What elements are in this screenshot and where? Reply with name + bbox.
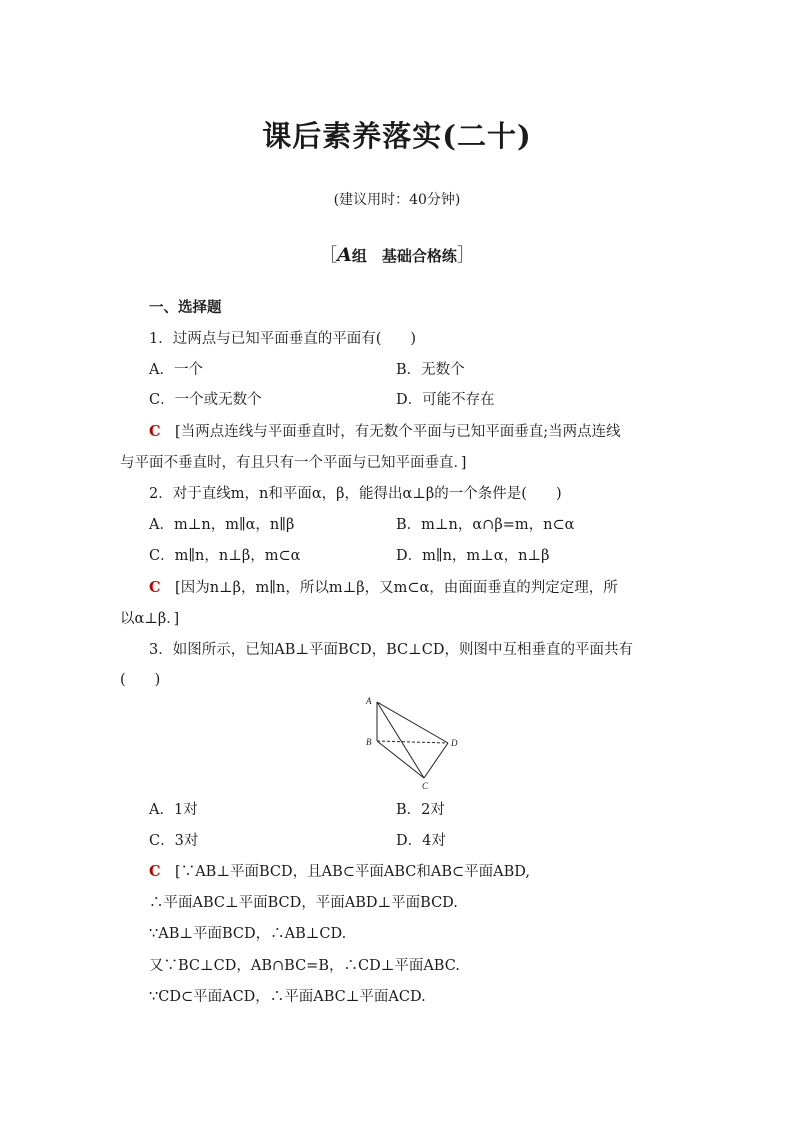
q2-answer: C bbox=[149, 579, 161, 596]
q1-stem: 1．过两点与已知平面垂直的平面有( ) bbox=[149, 331, 417, 347]
tetrahedron-figure bbox=[360, 692, 470, 792]
edge-bc bbox=[377, 741, 424, 778]
q3-explanation-line4: 又∵BC⊥CD，AB∩BC=B，∴CD⊥平面ABC. bbox=[149, 958, 460, 974]
q1-explanation-line2: 与平面不垂直时，有且只有一个平面与已知平面垂直．] bbox=[120, 455, 467, 471]
q3-stem-line2: ( ) bbox=[120, 672, 161, 688]
q3-explanation-line5: ∵CD⊂平面ACD，∴平面ABC⊥平面ACD. bbox=[149, 989, 426, 1005]
edge-cd bbox=[424, 743, 448, 778]
q3-option-b: B．2对 bbox=[396, 802, 445, 818]
group-letter: A bbox=[337, 244, 352, 266]
q2-option-a: A．m⊥n，m∥α，n∥β bbox=[149, 517, 295, 533]
group-header bbox=[0, 241, 794, 267]
q1-explanation-line1: C [当两点连线与平面垂直时，有无数个平面与已知平面垂直;当两点连线 bbox=[149, 423, 621, 440]
vertex-label-c: C bbox=[422, 781, 429, 791]
q2-explanation-line1: C [因为n⊥β，m∥n，所以m⊥β，又m⊂α，由面面垂直的判定定理，所 bbox=[149, 579, 618, 596]
vertex-label-a: A bbox=[366, 696, 372, 706]
edge-ad bbox=[377, 702, 448, 743]
q2-option-b: B．m⊥n，α∩β=m，n⊂α bbox=[396, 517, 575, 533]
q1-option-d: D．可能不存在 bbox=[396, 392, 495, 408]
q1-option-a: A．一个 bbox=[149, 362, 203, 378]
q2-option-d: D．m∥n，m⊥α，n⊥β bbox=[396, 548, 550, 564]
time-suggestion: (建议用时：40分钟) bbox=[333, 192, 461, 208]
q2-stem: 2．对于直线m，n和平面α，β，能得出α⊥β的一个条件是( ) bbox=[149, 486, 562, 502]
q2-option-c: C．m∥n，n⊥β，m⊂α bbox=[149, 548, 301, 564]
q3-explanation-line3: ∵AB⊥平面BCD，∴AB⊥CD. bbox=[149, 926, 347, 942]
page-title: 课后素养落实(二十) bbox=[262, 119, 532, 153]
q3-explanation-line2: ∴平面ABC⊥平面BCD，平面ABD⊥平面BCD. bbox=[149, 895, 458, 911]
q3-option-a: A．1对 bbox=[149, 802, 198, 818]
q3-option-c: C．3对 bbox=[149, 833, 199, 849]
q1-answer: C bbox=[149, 423, 161, 440]
q1-option-b: B．无数个 bbox=[396, 362, 465, 378]
q3-explanation-line1: C [∵AB⊥平面BCD，且AB⊂平面ABC和AB⊂平面ABD, bbox=[149, 863, 530, 880]
q3-option-d: D．4对 bbox=[396, 833, 446, 849]
q1-option-c: C．一个或无数个 bbox=[149, 392, 262, 408]
edge-ac bbox=[377, 702, 424, 778]
q2-explanation-line2: 以α⊥β．] bbox=[120, 611, 180, 627]
vertex-label-d: D bbox=[451, 738, 458, 748]
group-close-bracket: ］ bbox=[456, 245, 475, 266]
edge-bd-hidden bbox=[377, 741, 448, 743]
group-label: 组 基础合格练 bbox=[351, 247, 457, 265]
section-heading: 一、选择题 bbox=[149, 299, 222, 316]
q3-stem-line1: 3．如图所示，已知AB⊥平面BCD，BC⊥CD，则图中互相垂直的平面共有 bbox=[149, 642, 634, 658]
vertex-label-b: B bbox=[366, 737, 372, 747]
q3-answer: C bbox=[149, 863, 161, 880]
group-open-bracket: ［ bbox=[319, 245, 338, 266]
